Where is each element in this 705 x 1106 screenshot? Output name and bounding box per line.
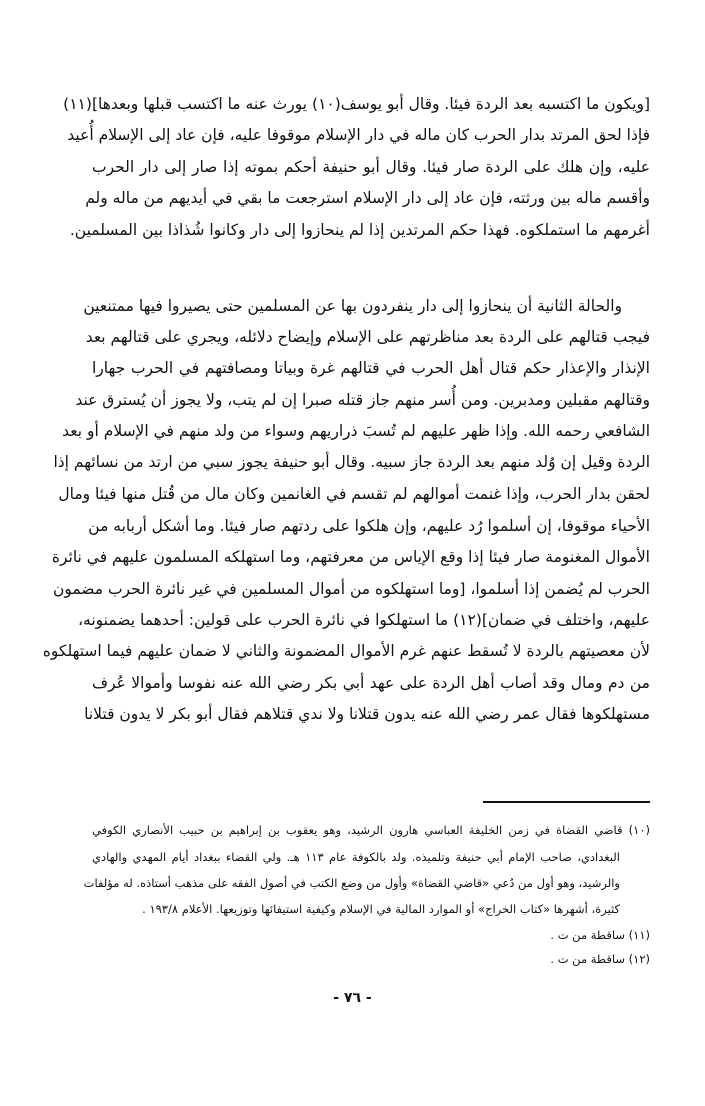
- body-line: الحرب لم يُضمن إذا أسلموا، [وما استهلكوه من أموال المسلمين في غير نائرة الحرب مضمون: [52, 580, 650, 598]
- body-line: لحقن بدار الحرب، وإذا غنمت أموالهم لم تقسم في الغانمين وكان مال من قُتل منها فيئا ومال: [58, 485, 650, 503]
- footnote-line: (١٠) قاضي القضاة في زمن الخليفة العباسي هارون الرشيد، وهو يعقوب بن إبراهيم بن حبيب الأنصاري الكوفي: [92, 823, 650, 837]
- footnote-separator: [483, 801, 650, 803]
- body-line: [ويكون ما اكتسبه بعد الردة فيئا. وقال أبو يوسف(١٠) يورث عنه ما اكتسب قبلها وبعدها](١١): [63, 95, 650, 113]
- footnote-line: البغدادي، صاحب الإمام أبي حنيفة وتلميذه. ولد بالكوفة عام ١١٣ هـ. ولي القضاء ببغداد أيام المهدي والهادي: [92, 850, 620, 864]
- page-number: - ٧٦ -: [333, 990, 372, 1006]
- body-line: الإنذار والإعذار حكم قتال أهل الحرب في قتالهم غرة وبياتا ومصافتهم في الحرب جهارا: [92, 359, 650, 377]
- body-line: وأقسم ماله بين ورثته، فإن عاد إلى دار الإسلام استرجعت ما بقي في أيديهم من ماله ولم: [85, 189, 650, 207]
- footnote-line: كثيرة، أشهرها «كتاب الخراج» أو الموارد المالية في الإسلام وكيفية استيفائها وتوزيعها. الأعلام ١٩٣/٨ .: [142, 902, 620, 916]
- footnote-line: (١٢) ساقطة من ت .: [550, 952, 650, 966]
- body-line: عليه، وإن هلك على الردة صار فيئا. وقال أبو حنيفة أحكم بموته إذا صار إلى دار الحرب: [92, 158, 650, 176]
- body-line: والحالة الثانية أن ينحازوا إلى دار ينفردون بها عن المسلمين حتى يصيروا فيها ممتنعين: [83, 297, 622, 315]
- body-line: عليهم، واختلف في ضمان](١٢) ما استهلكوا في نائرة الحرب على قولين: أحدهما يضمنونه،: [78, 611, 650, 629]
- body-line: الردة وقيل إن وُلد منهم بعد الردة جاز سبيه. وقال أبو حنيفة يجوز سبي من ارتد من نسائهم إذا: [53, 453, 650, 471]
- footnote-line: والرشيد، وهو أول من دُعي «قاضي القضاة» وأول من وضع الكتب في أصول الفقه على مذهب أستاذه. له مؤلفات: [83, 876, 620, 890]
- body-line: فيجب قتالهم على الردة بعد مناظرتهم على الإسلام وإيضاح دلائله، ويجري على قتالهم بعد: [85, 328, 650, 346]
- body-line: الأحياء موقوفا، إن أسلموا رُد عليهم، وإن هلكوا على ردتهم صار فيئا. وما أشكل أربابه من: [88, 517, 650, 535]
- body-line: أغرمهم ما استملكوه. فهذا حكم المرتدين إذا لم ينحازوا إلى دار وكانوا شُذاذا بين المسلمين.: [69, 221, 650, 239]
- body-line: الأموال المغنومة صار فيئا إذا وقع الإياس من معرفتهم، وما استهلكه المسلمون عليهم في نائرة: [51, 548, 650, 566]
- body-line: مستهلكوها فقال عمر رضي الله عنه يدون قتلانا ولا ندي قتلاهم فقال أبو بكر لا يدون قتلانا: [84, 705, 650, 723]
- body-line: من دم ومال وقد أصاب أهل الردة على عهد أبي بكر رضي الله عنه نفوسا وأموالا عُرف: [92, 674, 650, 692]
- body-line: فإذا لحق المرتد بدار الحرب كان ماله في دار الإسلام موقوفا عليه، فإن عاد إلى الإسلام أُعيد: [67, 126, 650, 144]
- body-line: وقتالهم مقبلين ومدبرين. ومن أُسر منهم جاز قتله صبرا إن لم يتب، ولا يجوز أن يُسترق عند: [75, 391, 650, 409]
- body-line: الشافعي رحمه الله. وإذا ظهر عليهم لم تُسبَ ذراريهم وسواء من ولد منهم في الإسلام أو بعد: [62, 422, 650, 440]
- body-line: لأن معصيتهم بالردة لا تُسقط عنهم غرم الأموال المضمونة والثاني لا ضمان عليهم فيما استهلكوه: [42, 642, 650, 660]
- footnote-line: (١١) ساقطة من ت .: [550, 928, 650, 942]
